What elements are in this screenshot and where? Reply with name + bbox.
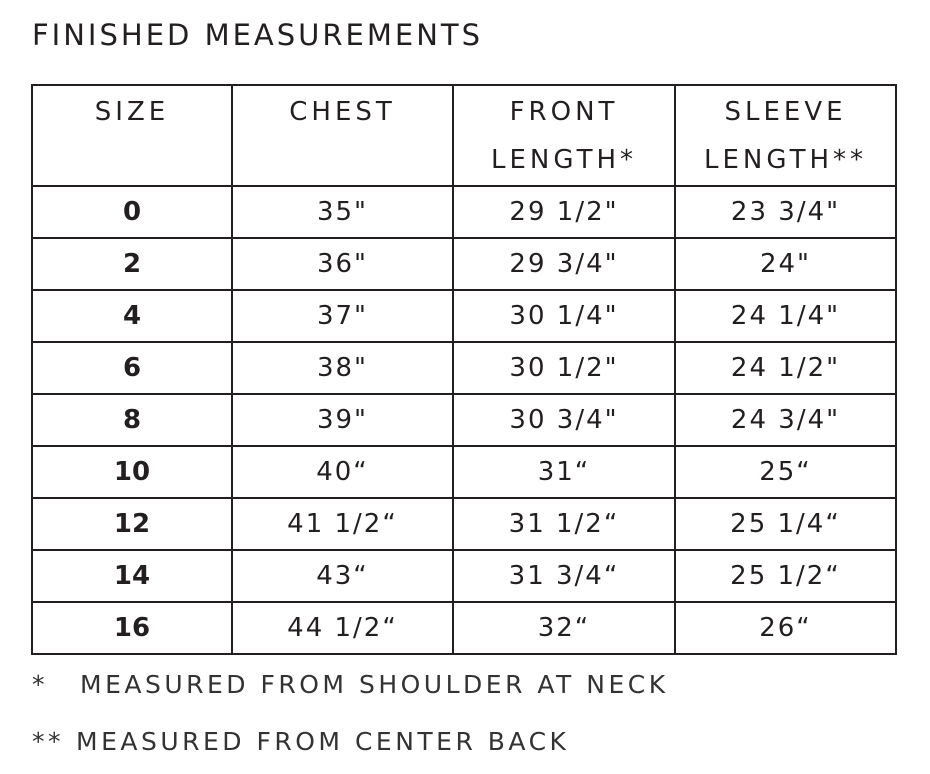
chest-cell: 41 1/2“	[232, 498, 453, 550]
table-row	[32, 446, 896, 498]
chest-cell: 43“	[232, 550, 453, 602]
front-length-cell: 29 3/4"	[453, 238, 675, 290]
table-row	[32, 498, 896, 550]
header-front-label-line2: LENGTH*	[490, 145, 637, 175]
header-size	[32, 85, 232, 186]
table-header-row	[32, 85, 896, 186]
sleeve-length-cell: 24 1/2"	[675, 342, 896, 394]
front-length-cell: 32“	[453, 602, 675, 654]
front-length-cell: 30 1/2"	[453, 342, 675, 394]
footnote-front-length	[32, 670, 669, 699]
header-sleeve-label-line1: SLEEVE	[724, 97, 847, 127]
chest-cell: 44 1/2“	[232, 602, 453, 654]
footnote-text: MEASURED FROM CENTER BACK	[76, 727, 570, 756]
size-cell: 0	[32, 186, 232, 238]
header-sleeve-label-line2: LENGTH**	[703, 145, 867, 175]
table-row	[32, 394, 896, 446]
header-size-label: SIZE	[94, 97, 170, 127]
sleeve-length-cell: 25 1/4“	[675, 498, 896, 550]
front-length-cell: 30 1/4"	[453, 290, 675, 342]
size-cell: 8	[32, 394, 232, 446]
chest-cell: 36"	[232, 238, 453, 290]
front-length-cell: 31 1/2“	[453, 498, 675, 550]
sleeve-length-cell: 24 1/4"	[675, 290, 896, 342]
table-row	[32, 290, 896, 342]
sleeve-length-cell: 26“	[675, 602, 896, 654]
size-cell: 2	[32, 238, 232, 290]
footnote-text: MEASURED FROM SHOULDER AT NECK	[80, 670, 669, 699]
table-row	[32, 550, 896, 602]
chest-cell: 40“	[232, 446, 453, 498]
header-chest-label: CHEST	[289, 97, 396, 127]
measurements-table	[31, 84, 897, 655]
chest-cell: 38"	[232, 342, 453, 394]
size-cell: 12	[32, 498, 232, 550]
page-title: FINISHED MEASUREMENTS	[32, 18, 484, 52]
size-cell: 10	[32, 446, 232, 498]
size-cell: 14	[32, 550, 232, 602]
table-row	[32, 342, 896, 394]
header-front-length	[453, 85, 675, 186]
header-chest	[232, 85, 453, 186]
sleeve-length-cell: 25“	[675, 446, 896, 498]
sleeve-length-cell: 24 3/4"	[675, 394, 896, 446]
front-length-cell: 31 3/4“	[453, 550, 675, 602]
table-row	[32, 186, 896, 238]
chest-cell: 37"	[232, 290, 453, 342]
sleeve-length-cell: 23 3/4"	[675, 186, 896, 238]
footnote-sleeve-length	[32, 727, 569, 756]
header-front-label-line1: FRONT	[509, 97, 619, 127]
front-length-cell: 30 3/4"	[453, 394, 675, 446]
header-sleeve-length	[675, 85, 896, 186]
size-cell: 4	[32, 290, 232, 342]
chest-cell: 39"	[232, 394, 453, 446]
front-length-cell: 29 1/2"	[453, 186, 675, 238]
table-row	[32, 602, 896, 654]
chest-cell: 35"	[232, 186, 453, 238]
sleeve-length-cell: 25 1/2“	[675, 550, 896, 602]
table-row	[32, 238, 896, 290]
front-length-cell: 31“	[453, 446, 675, 498]
footnote-marker: *	[32, 670, 48, 699]
size-cell: 6	[32, 342, 232, 394]
size-cell: 16	[32, 602, 232, 654]
footnote-marker: **	[32, 727, 64, 756]
sleeve-length-cell: 24"	[675, 238, 896, 290]
